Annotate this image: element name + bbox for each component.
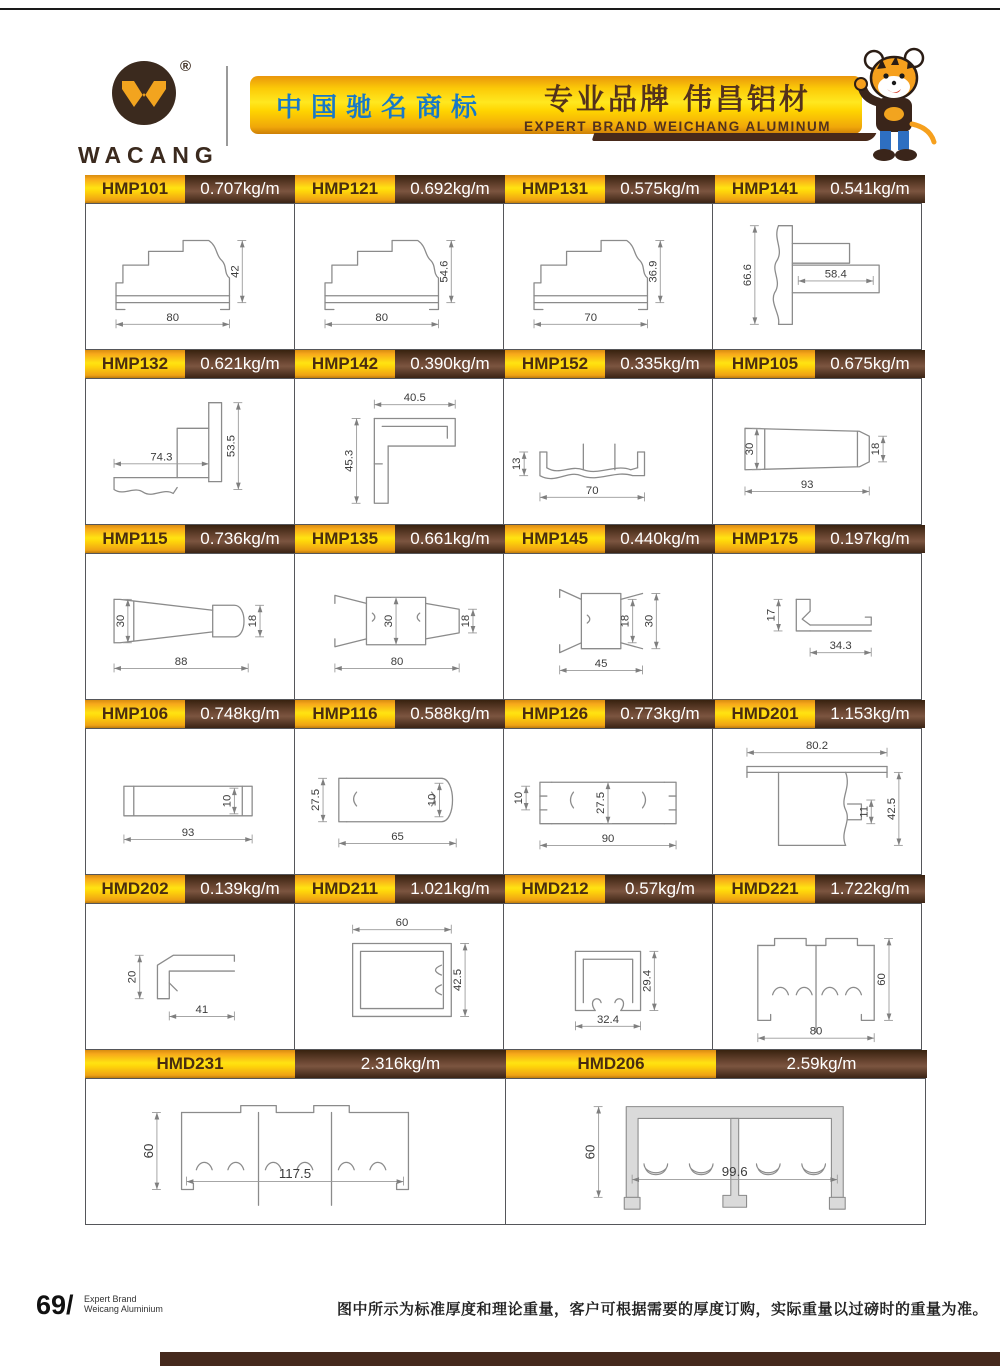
- svg-text:53.5: 53.5: [225, 435, 238, 458]
- profile-catalog-grid: [85, 175, 927, 1225]
- svg-text:80: 80: [809, 1025, 823, 1038]
- profile-cell-HMP142: [294, 378, 504, 525]
- svg-text:65: 65: [391, 830, 404, 843]
- profile-model-badge: HMP105: [715, 350, 815, 378]
- svg-text:29.4: 29.4: [641, 969, 654, 992]
- svg-text:18: 18: [870, 442, 883, 456]
- svg-text:42.5: 42.5: [452, 968, 465, 991]
- profile-weight-badge: 0.736kg/m: [185, 525, 295, 553]
- profile-weight-badge: 0.748kg/m: [185, 700, 295, 728]
- profile-weight-badge: 0.707kg/m: [185, 175, 295, 203]
- catalog-header-row: [85, 700, 927, 728]
- profile-cell-HMD206: [505, 1078, 926, 1225]
- profile-weight-badge: 1.021kg/m: [395, 875, 505, 903]
- svg-text:18: 18: [247, 614, 260, 628]
- svg-text:42: 42: [229, 265, 242, 278]
- svg-text:93: 93: [181, 827, 195, 840]
- profile-model-badge: HMP142: [295, 350, 395, 378]
- svg-text:60: 60: [395, 917, 409, 930]
- profile-weight-badge: 0.661kg/m: [395, 525, 505, 553]
- banner-trademark-text: 中国驰名商标: [276, 91, 487, 122]
- banner-brand-en: EXPERT BRAND WEICHANG ALUMINUM: [524, 118, 832, 134]
- svg-text:60: 60: [140, 1143, 156, 1159]
- svg-text:60: 60: [876, 973, 889, 986]
- svg-text:60: 60: [582, 1144, 598, 1160]
- profile-cell-HMP132: [85, 378, 295, 525]
- catalog-drawing-row: [85, 203, 927, 350]
- svg-text:80: 80: [375, 311, 389, 324]
- profile-cell-HMP106: [85, 728, 295, 875]
- catalog-drawing-row: [85, 1078, 927, 1225]
- profile-cell-HMD221: [712, 903, 922, 1050]
- profile-cell-HMP152: [503, 378, 713, 525]
- profile-model-badge: HMP121: [295, 175, 395, 203]
- profile-cell-HMP126: [503, 728, 713, 875]
- profile-drawing: [713, 729, 921, 874]
- profile-drawing: [86, 904, 294, 1049]
- svg-text:80.2: 80.2: [805, 740, 829, 753]
- svg-text:27.5: 27.5: [310, 788, 323, 812]
- profile-model-badge: HMP152: [505, 350, 605, 378]
- profile-model-badge: HMD212: [505, 875, 605, 903]
- svg-text:30: 30: [383, 614, 396, 628]
- profile-weight-badge: 0.575kg/m: [605, 175, 715, 203]
- profile-weight-badge: 0.335kg/m: [605, 350, 715, 378]
- profile-drawing: [86, 379, 294, 524]
- catalog-drawing-row: [85, 553, 927, 700]
- profile-drawing: [713, 554, 921, 699]
- profile-drawing: [504, 554, 712, 699]
- svg-text:54.6: 54.6: [438, 260, 451, 283]
- svg-text:40.5: 40.5: [403, 392, 426, 405]
- profile-weight-badge: 2.316kg/m: [295, 1050, 506, 1078]
- profile-weight-badge: 1.722kg/m: [815, 875, 925, 903]
- profile-cell-HMD201: [712, 728, 922, 875]
- profile-drawing: [295, 904, 503, 1049]
- profile-drawing: [295, 204, 503, 349]
- svg-text:45: 45: [594, 657, 608, 670]
- profile-model-badge: HMP175: [715, 525, 815, 553]
- svg-text:30: 30: [114, 614, 127, 628]
- profile-cell-HMP141: [712, 203, 922, 350]
- profile-drawing: [713, 204, 921, 349]
- profile-cell-HMP101: [85, 203, 295, 350]
- svg-text:99.6: 99.6: [721, 1164, 748, 1180]
- profile-drawing: [713, 904, 921, 1049]
- bottom-bar: [160, 1352, 1000, 1366]
- profile-weight-badge: 0.675kg/m: [815, 350, 925, 378]
- profile-drawing: [506, 1079, 925, 1224]
- profile-drawing: [713, 379, 921, 524]
- svg-text:30: 30: [743, 442, 756, 456]
- wacang-logo-icon: [100, 55, 196, 133]
- registered-mark: ®: [180, 58, 192, 75]
- profile-cell-HMP175: [712, 553, 922, 700]
- svg-text:41: 41: [195, 1003, 209, 1016]
- profile-drawing: [504, 729, 712, 874]
- profile-weight-badge: 2.59kg/m: [716, 1050, 927, 1078]
- svg-text:18: 18: [460, 614, 473, 628]
- profile-model-badge: HMP135: [295, 525, 395, 553]
- profile-model-badge: HMP126: [505, 700, 605, 728]
- profile-drawing: [86, 554, 294, 699]
- footer: [0, 1288, 1000, 1338]
- profile-model-badge: HMP101: [85, 175, 185, 203]
- svg-text:20: 20: [126, 970, 139, 984]
- profile-cell-HMP116: [294, 728, 504, 875]
- svg-text:34.3: 34.3: [829, 640, 852, 653]
- svg-text:90: 90: [601, 832, 615, 845]
- profile-model-badge: HMP141: [715, 175, 815, 203]
- profile-drawing: [295, 554, 503, 699]
- profile-drawing: [295, 379, 503, 524]
- catalog-header-row: [85, 525, 927, 553]
- profile-cell-HMD231: [85, 1078, 506, 1225]
- tiger-mascot-icon: [852, 44, 944, 166]
- top-rule: [0, 8, 1000, 10]
- catalog-drawing-row: [85, 903, 927, 1050]
- profile-weight-badge: 0.692kg/m: [395, 175, 505, 203]
- profile-weight-badge: 0.390kg/m: [395, 350, 505, 378]
- profile-weight-badge: 0.588kg/m: [395, 700, 505, 728]
- profile-model-badge: HMP145: [505, 525, 605, 553]
- profile-cell-HMP115: [85, 553, 295, 700]
- profile-weight-badge: 0.541kg/m: [815, 175, 925, 203]
- svg-text:11: 11: [858, 805, 871, 818]
- profile-drawing: [504, 379, 712, 524]
- profile-weight-badge: 0.440kg/m: [605, 525, 715, 553]
- profile-model-badge: HMD221: [715, 875, 815, 903]
- profile-weight-badge: 1.153kg/m: [815, 700, 925, 728]
- profile-model-badge: HMP131: [505, 175, 605, 203]
- catalog-header-row: [85, 175, 927, 203]
- brand-name: WACANG: [78, 142, 219, 168]
- profile-drawing: [504, 204, 712, 349]
- svg-text:17: 17: [765, 608, 778, 622]
- profile-model-badge: HMP132: [85, 350, 185, 378]
- svg-text:10: 10: [426, 793, 439, 807]
- catalog-header-row: [85, 350, 927, 378]
- svg-text:66.6: 66.6: [741, 263, 754, 287]
- profile-model-badge: HMP106: [85, 700, 185, 728]
- profile-cell-HMD202: [85, 903, 295, 1050]
- page-number: 69/: [36, 1290, 74, 1320]
- profile-model-badge: HMD231: [85, 1050, 295, 1078]
- svg-text:93: 93: [800, 478, 814, 491]
- svg-text:70: 70: [585, 484, 599, 497]
- svg-text:58.4: 58.4: [824, 268, 847, 281]
- svg-text:13: 13: [511, 457, 524, 471]
- profile-model-badge: HMD201: [715, 700, 815, 728]
- svg-text:88: 88: [174, 655, 188, 668]
- svg-text:36.9: 36.9: [647, 260, 660, 283]
- profile-model-badge: HMD211: [295, 875, 395, 903]
- profile-weight-badge: 0.197kg/m: [815, 525, 925, 553]
- profile-drawing: [295, 729, 503, 874]
- footer-brand: Expert Brand Weicang Aluminium: [84, 1294, 163, 1314]
- svg-text:80: 80: [390, 655, 404, 668]
- footer-note: 图中所示为标准厚度和理论重量，客户可根据需要的厚度订购，实际重量以过磅时的重量为准。: [336, 1301, 988, 1318]
- profile-model-badge: HMD202: [85, 875, 185, 903]
- svg-text:42.5: 42.5: [885, 797, 898, 820]
- svg-text:45.3: 45.3: [343, 449, 356, 472]
- profile-cell-HMP121: [294, 203, 504, 350]
- catalog-header-row: [85, 1050, 927, 1078]
- svg-text:32.4: 32.4: [596, 1013, 620, 1026]
- catalog-header-row: [85, 875, 927, 903]
- banner-brand-cn: 专业品牌 伟昌铝材: [543, 83, 812, 116]
- profile-weight-badge: 0.621kg/m: [185, 350, 295, 378]
- profile-drawing: [504, 904, 712, 1049]
- profile-drawing: [86, 204, 294, 349]
- catalog-drawing-row: [85, 378, 927, 525]
- profile-cell-HMP135: [294, 553, 504, 700]
- header-banner: [250, 76, 862, 134]
- profile-cell-HMP145: [503, 553, 713, 700]
- profile-weight-badge: 0.139kg/m: [185, 875, 295, 903]
- profile-model-badge: HMD206: [506, 1050, 716, 1078]
- svg-text:30: 30: [643, 614, 656, 628]
- profile-model-badge: HMP116: [295, 700, 395, 728]
- profile-drawing: [86, 729, 294, 874]
- profile-cell-HMD211: [294, 903, 504, 1050]
- svg-text:10: 10: [221, 794, 234, 808]
- profile-model-badge: HMP115: [85, 525, 185, 553]
- svg-text:70: 70: [584, 311, 598, 324]
- profile-cell-HMP131: [503, 203, 713, 350]
- profile-weight-badge: 0.773kg/m: [605, 700, 715, 728]
- svg-text:18: 18: [619, 614, 632, 628]
- svg-text:117.5: 117.5: [278, 1166, 312, 1182]
- profile-drawing: [86, 1079, 505, 1224]
- svg-text:74.3: 74.3: [150, 451, 173, 464]
- svg-text:80: 80: [166, 311, 180, 324]
- brand-logo: [78, 55, 218, 169]
- svg-text:10: 10: [513, 791, 526, 805]
- profile-weight-badge: 0.57kg/m: [605, 875, 715, 903]
- profile-cell-HMD212: [503, 903, 713, 1050]
- catalog-drawing-row: [85, 728, 927, 875]
- svg-text:27.5: 27.5: [595, 791, 608, 815]
- brand-divider: [226, 66, 228, 146]
- profile-cell-HMP105: [712, 378, 922, 525]
